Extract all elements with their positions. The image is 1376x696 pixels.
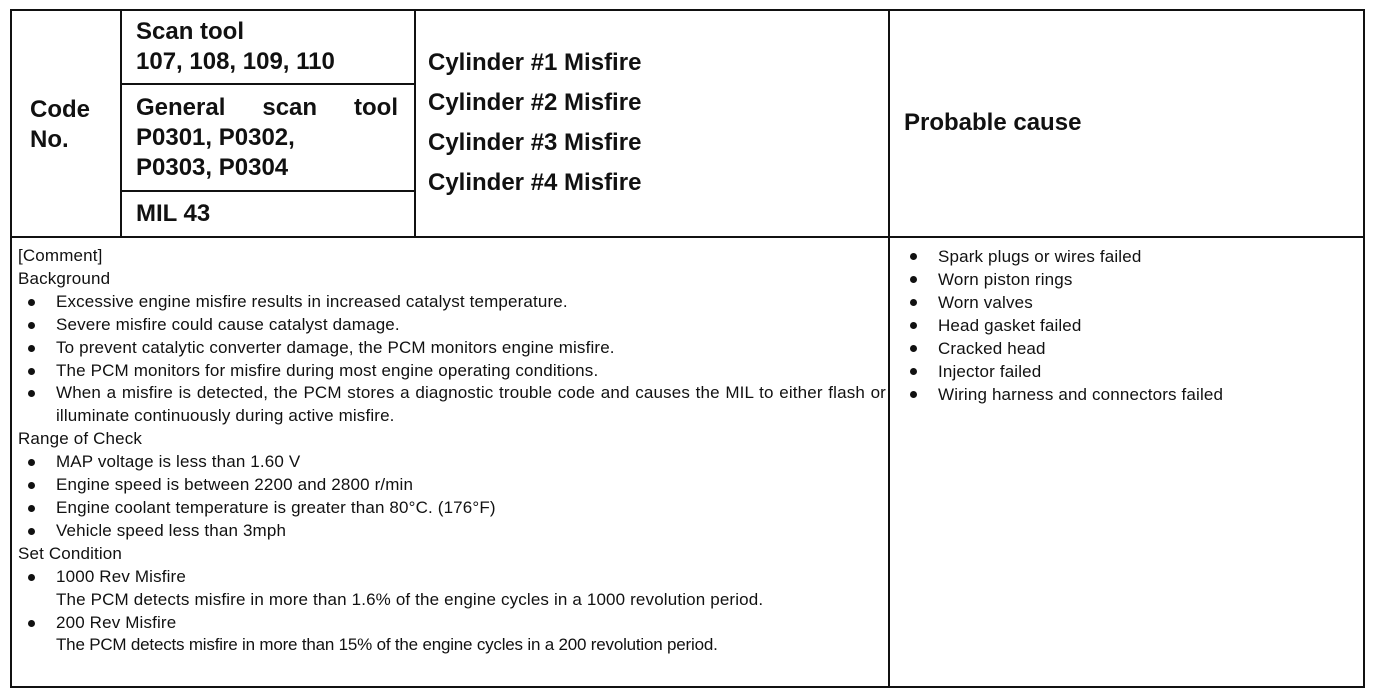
probable-cause-list bbox=[900, 245, 1340, 406]
no-label: No. bbox=[30, 126, 69, 153]
list-item bbox=[18, 451, 886, 474]
divider bbox=[888, 11, 890, 236]
list-item-text: 200 Rev Misfire bbox=[56, 612, 177, 632]
scan-tool-codes: 107, 108, 109, 110 bbox=[136, 48, 335, 75]
code-label: Code bbox=[30, 96, 90, 123]
comment-label: [Comment] bbox=[18, 246, 103, 265]
probable-cause-heading: Probable cause bbox=[904, 109, 1082, 136]
list-item-text: Severe misfire could cause catalyst damage. bbox=[56, 314, 400, 334]
list-item bbox=[900, 268, 1340, 291]
list-item bbox=[18, 566, 886, 589]
table-header bbox=[12, 11, 1363, 238]
general-scan-tool-title bbox=[136, 93, 398, 123]
list-item bbox=[900, 383, 1340, 406]
list-item bbox=[900, 245, 1340, 268]
list-item bbox=[18, 314, 886, 337]
misfire-item: Cylinder #4 Misfire bbox=[428, 169, 642, 196]
list-item bbox=[18, 360, 886, 383]
code-no-label bbox=[30, 95, 90, 155]
divider bbox=[888, 236, 890, 688]
list-item bbox=[18, 474, 886, 497]
list-item-text: The PCM monitors for misfire during most engine operating conditions. bbox=[56, 360, 599, 380]
misfire-item: Cylinder #1 Misfire bbox=[428, 49, 642, 76]
list-item bbox=[18, 382, 886, 428]
divider bbox=[414, 11, 416, 236]
scan-tool-title: Scan tool bbox=[136, 18, 245, 45]
general-scan-codes: P0301, P0302, bbox=[136, 124, 295, 151]
list-item-text: To prevent catalytic converter damage, the PCM monitors engine misfire. bbox=[56, 337, 615, 357]
list-item bbox=[18, 337, 886, 360]
title-word: scan bbox=[262, 94, 318, 121]
section-heading: Range of Check bbox=[18, 429, 143, 449]
list-item-text: Injector failed bbox=[938, 362, 1042, 381]
list-item bbox=[900, 291, 1340, 314]
list-item bbox=[900, 337, 1340, 360]
general-scan-codes: P0303, P0304 bbox=[136, 154, 289, 181]
list-item-text: Worn piston rings bbox=[938, 270, 1073, 289]
list-item bbox=[900, 314, 1340, 337]
list-item-text: 1000 Rev Misfire bbox=[56, 566, 186, 586]
section-heading: Set Condition bbox=[18, 543, 123, 563]
list-item bbox=[18, 612, 886, 635]
list-item bbox=[900, 360, 1340, 383]
comment-section bbox=[18, 245, 886, 657]
list-item-text: Engine coolant temperature is greater than 80°C. (176°F) bbox=[56, 497, 496, 517]
condition-detail: The PCM detects misfire in more than 1.6% of the engine cycles in a 1000 revolution period. bbox=[56, 589, 764, 609]
list-item-text: Wiring harness and connectors failed bbox=[938, 385, 1224, 404]
divider bbox=[120, 11, 122, 236]
condition-detail: The PCM detects misfire in more than 15% of the engine cycles in a 200 revolution period. bbox=[56, 635, 718, 655]
diagnostic-table bbox=[10, 9, 1365, 688]
misfire-list bbox=[428, 47, 641, 207]
title-word: General bbox=[136, 94, 226, 121]
scan-tool-cell bbox=[136, 17, 335, 77]
list-item-text: Vehicle speed less than 3mph bbox=[56, 520, 287, 540]
list-item bbox=[18, 497, 886, 520]
mil-code: MIL 43 bbox=[136, 200, 211, 227]
list-item-text: Excessive engine misfire results in increased catalyst temperature. bbox=[56, 291, 568, 311]
list-item-text: Cracked head bbox=[938, 339, 1046, 358]
list-item-text: Worn valves bbox=[938, 293, 1033, 312]
divider bbox=[120, 83, 416, 85]
list-item-text: When a misfire is detected, the PCM stores a diagnostic trouble code and causes the MIL to either flash or illuminate continuously during active misfire. bbox=[56, 383, 886, 426]
list-item bbox=[18, 520, 886, 543]
title-word: tool bbox=[354, 94, 398, 121]
list-item-text: Head gasket failed bbox=[938, 316, 1082, 335]
list-item bbox=[18, 291, 886, 314]
misfire-item: Cylinder #2 Misfire bbox=[428, 89, 642, 116]
misfire-item: Cylinder #3 Misfire bbox=[428, 129, 642, 156]
mil-cell bbox=[136, 199, 210, 229]
list-item-text: Spark plugs or wires failed bbox=[938, 247, 1142, 266]
general-scan-tool-cell bbox=[136, 93, 398, 183]
divider bbox=[120, 190, 416, 192]
list-item-text: Engine speed is between 2200 and 2800 r/min bbox=[56, 475, 414, 495]
list-item-text: MAP voltage is less than 1.60 V bbox=[56, 452, 301, 472]
section-heading: Background bbox=[18, 268, 111, 288]
